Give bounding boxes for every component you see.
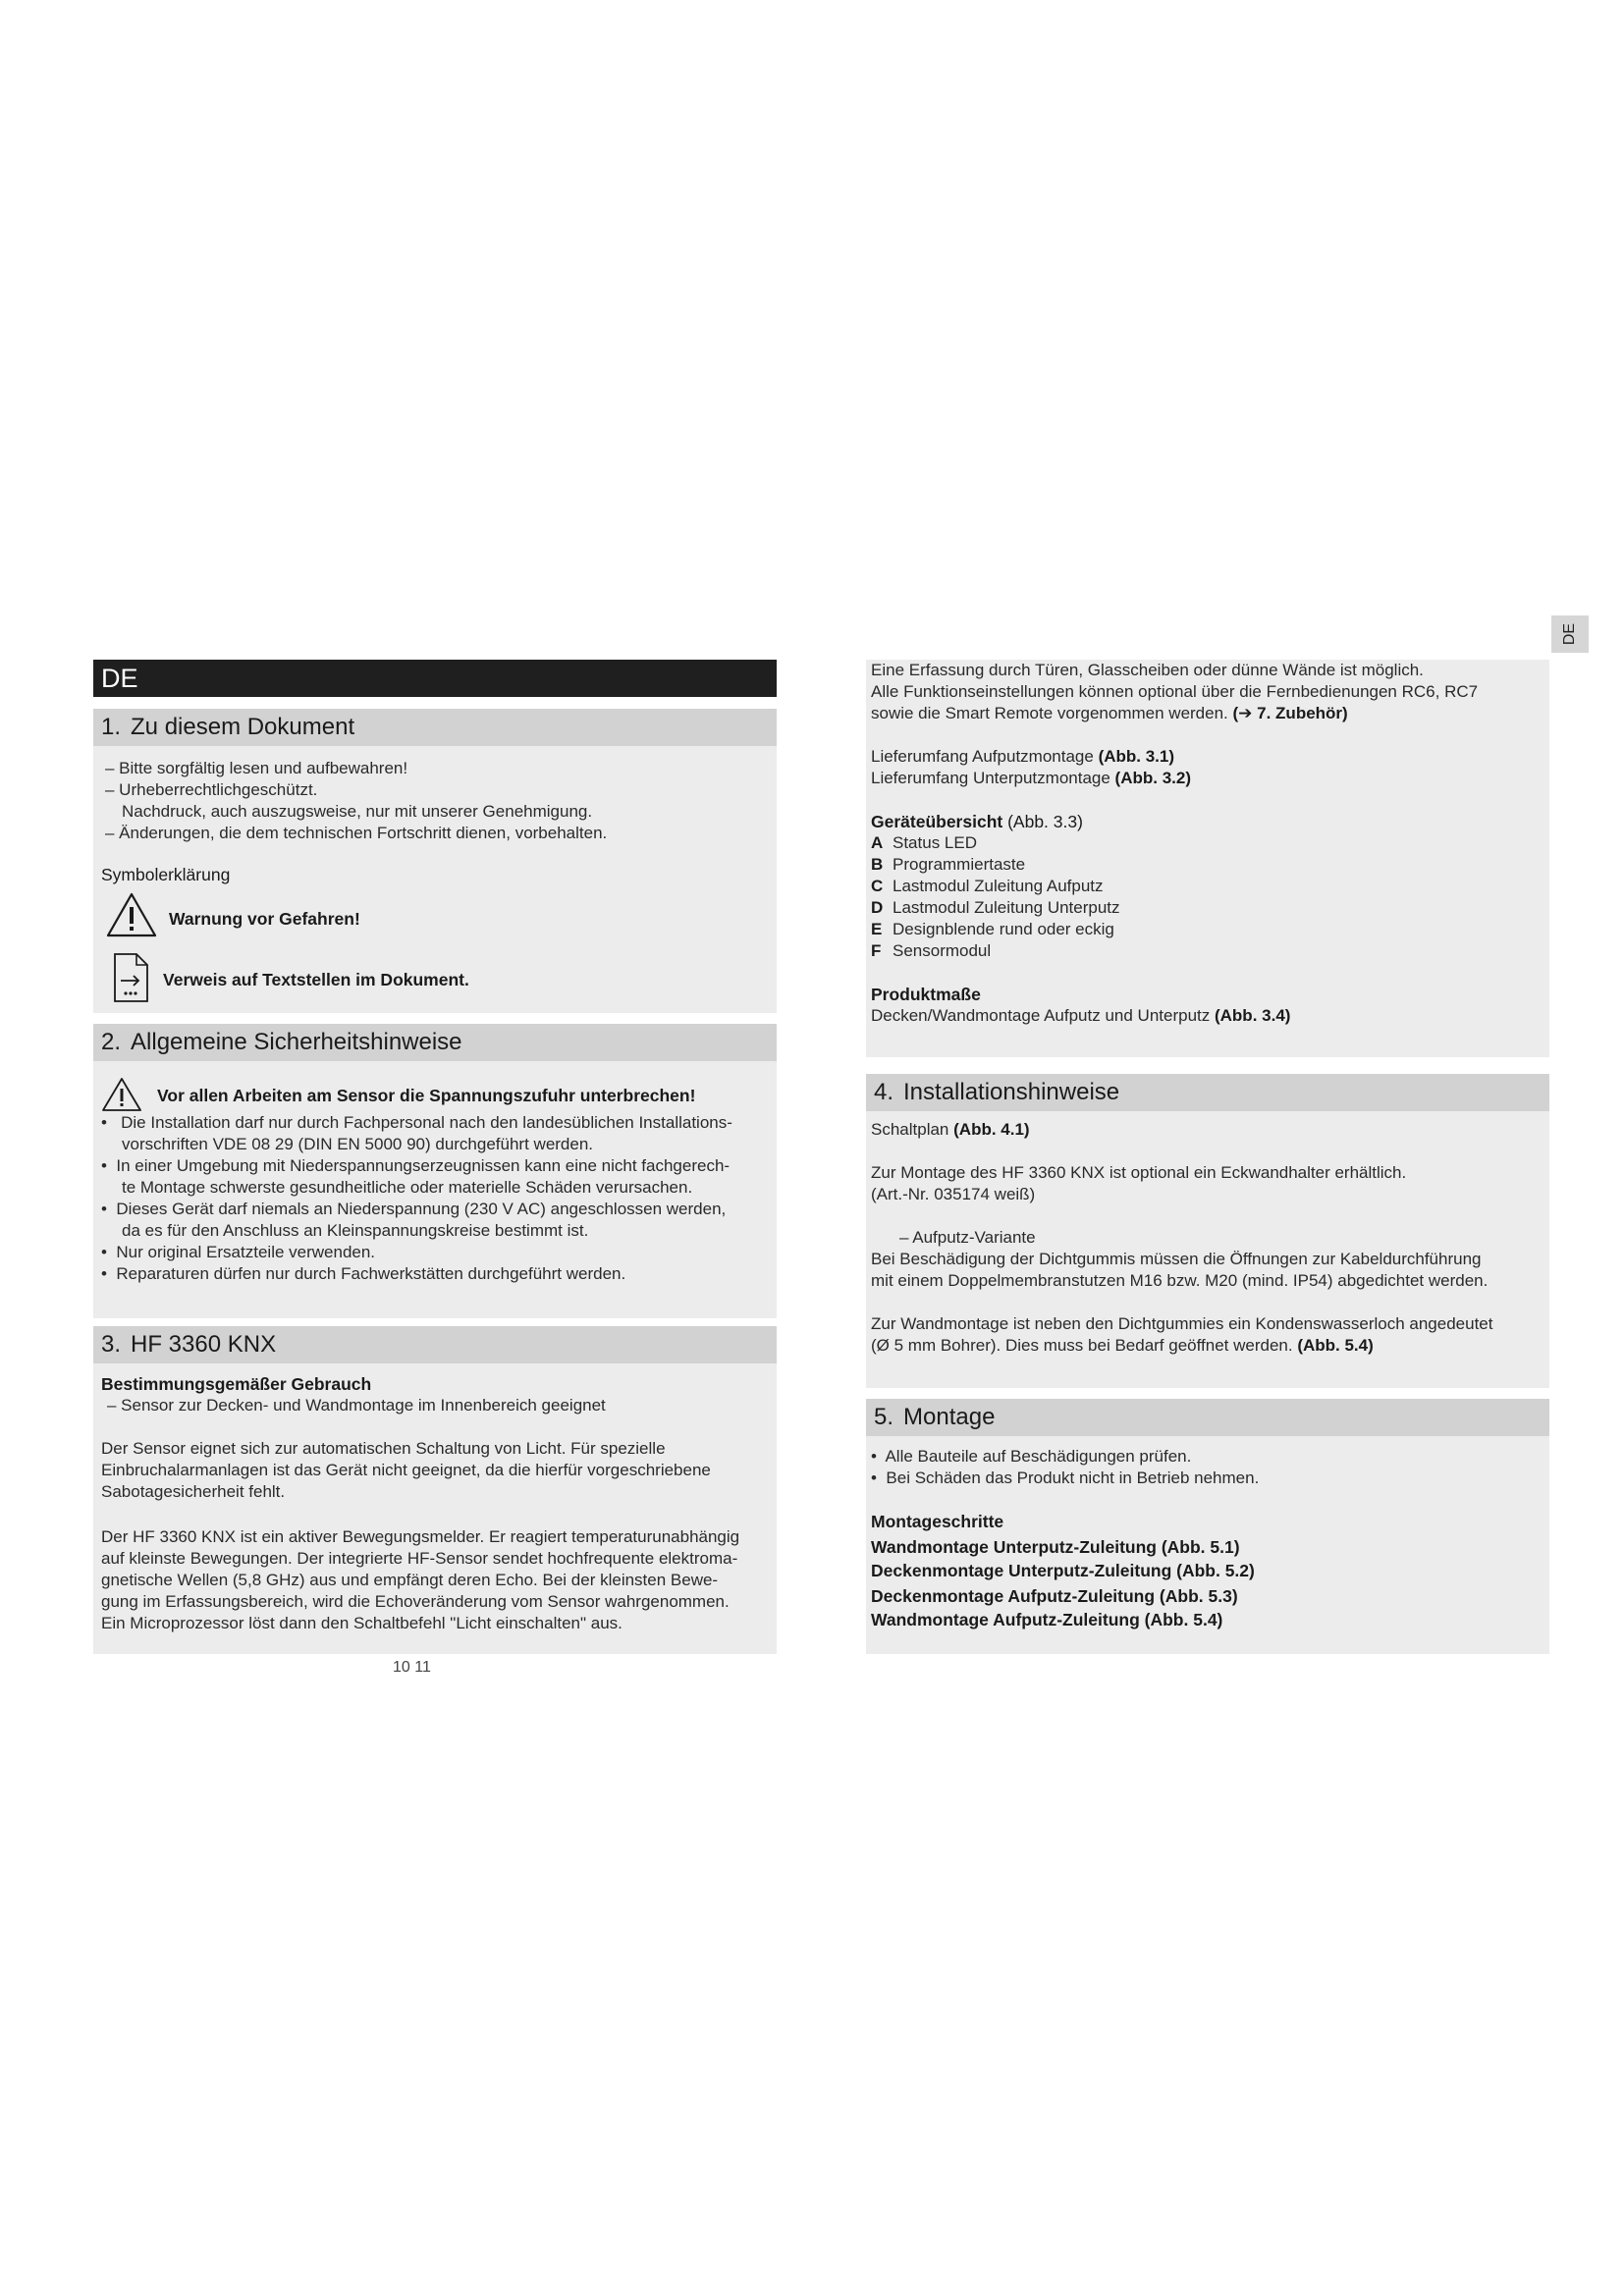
s2-bullet-2-cont: te Montage schwerste gesundheitliche oder materielle Schäden verursachen. <box>122 1178 693 1197</box>
device-overview-heading: Geräteübersicht <box>871 812 1003 831</box>
s2-bullet-4: • Nur original Ersatzteile verwenden. <box>101 1243 376 1261</box>
overview-item-b-text: Programmiertaste <box>893 855 1026 874</box>
s2-warning-text: Vor allen Arbeiten am Sensor die Spannungszufuhr unterbrechen! <box>157 1086 696 1105</box>
s2-bullet-3: • Dieses Gerät darf niemals an Niederspannung (230 V AC) angeschlossen werden, <box>101 1200 727 1218</box>
section-2-heading <box>93 1024 777 1061</box>
s2-bullet-4-text: Nur original Ersatzteile verwenden. <box>116 1243 376 1261</box>
s1-line-3: Nachdruck, auch auszugsweise, nur mit unserer Genehmigung. <box>122 802 593 821</box>
overview-item-c-text: Lastmodul Zuleitung Aufputz <box>893 877 1104 895</box>
assembly-step-2: Deckenmontage Unterputz-Zuleitung (Abb. 5.2) <box>871 1561 1255 1580</box>
section-5-heading <box>866 1399 1549 1436</box>
section-2-panel <box>93 1024 777 1318</box>
overview-item-f-letter: F <box>871 941 882 960</box>
overview-item-b-letter: B <box>871 855 884 874</box>
reference-symbol-label: Verweis auf Textstellen im Dokument. <box>163 970 469 989</box>
s2-bullet-2-text: In einer Umgebung mit Niederspannungserzeugnissen kann eine nicht fachgerech- <box>116 1156 731 1175</box>
product-dimensions-line <box>871 1005 1290 1027</box>
section-3-continued-panel <box>866 660 1549 1057</box>
s2-bullet-3-text: Dieses Gerät darf niemals an Niederspannung (230 V AC) angeschlossen werden, <box>116 1200 727 1218</box>
language-header: DE <box>93 660 777 697</box>
overview-item-c <box>871 876 1104 897</box>
section-2-number: 2. <box>101 1029 122 1055</box>
section-3-heading <box>93 1326 777 1363</box>
page-numbers: 10 11 <box>393 1659 431 1676</box>
s3c-line-2: Alle Funktionseinstellungen können optional über die Fernbedienungen RC6, RC7 <box>871 682 1479 701</box>
s4-variant-line-2: mit einem Doppelmembranstutzen M16 bzw. M20 (mind. IP54) abgedichtet werden. <box>871 1271 1489 1290</box>
s3-para-2-line-3: gnetische Wellen (5,8 GHz) aus und empfängt deren Echo. Bei der kleinsten Bewe- <box>101 1571 719 1589</box>
side-language-tab <box>1551 615 1589 653</box>
s3-para-2-line-5: Ein Microprozessor löst dann den Schaltbefehl "Licht einschalten" aus. <box>101 1614 623 1632</box>
device-overview <box>871 811 1083 832</box>
section-4-number: 4. <box>874 1079 894 1105</box>
section-1-heading <box>93 709 777 746</box>
symbol-heading: Symbolerklärung <box>101 865 231 884</box>
overview-item-f-text: Sensormodul <box>893 941 992 960</box>
overview-item-c-letter: C <box>871 877 884 895</box>
overview-item-b <box>871 854 1025 876</box>
s1-line-1: – Bitte sorgfältig lesen und aufbewahren! <box>105 759 408 777</box>
overview-item-a <box>871 832 977 854</box>
delivery-flush <box>871 768 1191 789</box>
section-1-number: 1. <box>101 714 122 740</box>
warning-triangle-icon <box>101 1077 142 1112</box>
intended-use-line: – Sensor zur Decken- und Wandmontage im Innenbereich geeignet <box>107 1396 606 1415</box>
s5-bullet-2-text: Bei Schäden das Produkt nicht in Betrieb nehmen. <box>886 1468 1260 1487</box>
delivery-surface <box>871 746 1174 768</box>
intended-use-heading: Bestimmungsgemäßer Gebrauch <box>101 1374 372 1394</box>
overview-item-d <box>871 897 1120 919</box>
section-3-title: HF 3360 KNX <box>131 1331 277 1358</box>
surface-variant-heading: – Aufputz-Variante <box>899 1228 1036 1247</box>
s3-para-2-line-1: Der HF 3360 KNX ist ein aktiver Bewegungsmelder. Er reagiert temperaturunabhängig <box>101 1527 740 1546</box>
delivery-flush-ref: (Abb. 3.2) <box>1114 769 1191 787</box>
overview-item-a-text: Status LED <box>893 833 977 852</box>
wiring-diagram-text: Schaltplan <box>871 1120 949 1139</box>
s5-bullet-1: • Alle Bauteile auf Beschädigungen prüfen. <box>871 1447 1192 1466</box>
s5-bullet-2: • Bei Schäden das Produkt nicht in Betrieb nehmen. <box>871 1468 1260 1487</box>
delivery-flush-text: Lieferumfang Unterputzmontage <box>871 769 1110 787</box>
section-4-heading <box>866 1074 1549 1111</box>
s2-bullet-5-text: Reparaturen dürfen nur durch Fachwerkstätten durchgeführt werden. <box>116 1264 626 1283</box>
s4-wall-line-2-text: (Ø 5 mm Bohrer). Dies muss bei Bedarf geöffnet werden. <box>871 1336 1293 1355</box>
s2-bullet-1-text: Die Installation darf nur durch Fachpersonal nach den landesüblichen Installations- <box>121 1113 732 1132</box>
overview-item-e-text: Designblende rund oder eckig <box>893 920 1114 938</box>
s4-wall-line-1: Zur Wandmontage ist neben den Dichtgummies ein Kondenswasserloch angedeutet <box>871 1314 1493 1333</box>
section-3-panel <box>93 1326 777 1654</box>
s3c-line-3-text: sowie die Smart Remote vorgenommen werden. <box>871 704 1228 722</box>
s5-bullet-1-text: Alle Bauteile auf Beschädigungen prüfen. <box>885 1447 1192 1466</box>
overview-item-e <box>871 919 1114 940</box>
section-4-panel <box>866 1074 1549 1388</box>
side-language-tab-label: DE <box>1561 622 1578 646</box>
product-dimensions-heading: Produktmaße <box>871 985 981 1004</box>
overview-item-d-letter: D <box>871 898 884 917</box>
assembly-steps-heading: Montageschritte <box>871 1512 1004 1531</box>
s4-mounting-line-2: (Art.-Nr. 035174 weiß) <box>871 1185 1036 1203</box>
warning-triangle-icon <box>105 891 158 938</box>
device-overview-ref: (Abb. 3.3) <box>1007 812 1083 831</box>
s4-wall-ref: (Abb. 5.4) <box>1297 1336 1374 1355</box>
assembly-step-1: Wandmontage Unterputz-Zuleitung (Abb. 5.1) <box>871 1537 1240 1557</box>
s2-bullet-2: • In einer Umgebung mit Niederspannungserzeugnissen kann eine nicht fachgerech- <box>101 1156 731 1175</box>
section-2-title: Allgemeine Sicherheitshinweise <box>131 1029 462 1055</box>
s4-wall-line-2 <box>871 1335 1374 1357</box>
accessories-reference: (➔ 7. Zubehör) <box>1232 704 1348 722</box>
assembly-step-4: Wandmontage Aufputz-Zuleitung (Abb. 5.4) <box>871 1610 1223 1629</box>
assembly-step-3: Deckenmontage Aufputz-Zuleitung (Abb. 5.3) <box>871 1586 1238 1606</box>
document-reference-icon <box>111 952 150 1003</box>
wiring-diagram-line <box>871 1119 1030 1141</box>
section-1-panel <box>93 709 777 1013</box>
s3-para-1-line-3: Sabotagesicherheit fehlt. <box>101 1482 286 1501</box>
s1-line-2: – Urheberrechtlichgeschützt. <box>105 780 318 799</box>
s1-line-4: – Änderungen, die dem technischen Fortschritt dienen, vorbehalten. <box>105 824 608 842</box>
overview-item-a-letter: A <box>871 833 884 852</box>
section-5-panel <box>866 1399 1549 1654</box>
section-5-number: 5. <box>874 1404 894 1430</box>
section-4-title: Installationshinweise <box>903 1079 1120 1105</box>
s2-bullet-1-cont: vorschriften VDE 08 29 (DIN EN 5000 90) durchgeführt werden. <box>122 1135 594 1153</box>
s4-mounting-line-1: Zur Montage des HF 3360 KNX ist optional ein Eckwandhalter erhältlich. <box>871 1163 1407 1182</box>
product-dimensions-text: Decken/Wandmontage Aufputz und Unterputz <box>871 1006 1211 1025</box>
s4-variant-line-1: Bei Beschädigung der Dichtgummis müssen die Öffnungen zur Kabeldurchführung <box>871 1250 1482 1268</box>
s3c-line-3 <box>871 703 1348 724</box>
overview-item-d-text: Lastmodul Zuleitung Unterputz <box>893 898 1120 917</box>
s3-para-2-line-2: auf kleinste Bewegungen. Der integrierte HF-Sensor sendet hochfrequente elektroma- <box>101 1549 738 1568</box>
s3-para-1-line-1: Der Sensor eignet sich zur automatischen Schaltung von Licht. Für spezielle <box>101 1439 666 1458</box>
wiring-diagram-ref: (Abb. 4.1) <box>953 1120 1030 1139</box>
s2-bullet-5: • Reparaturen dürfen nur durch Fachwerkstätten durchgeführt werden. <box>101 1264 626 1283</box>
section-5-title: Montage <box>903 1404 996 1430</box>
overview-item-f <box>871 940 991 962</box>
warning-symbol-label: Warnung vor Gefahren! <box>169 909 360 929</box>
s3c-line-1: Eine Erfassung durch Türen, Glasscheiben oder dünne Wände ist möglich. <box>871 661 1424 679</box>
s2-bullet-3-cont: da es für den Anschluss an Kleinspannungskreise bestimmt ist. <box>122 1221 589 1240</box>
product-dimensions-ref: (Abb. 3.4) <box>1214 1006 1291 1025</box>
delivery-surface-text: Lieferumfang Aufputzmontage <box>871 747 1094 766</box>
overview-item-e-letter: E <box>871 920 883 938</box>
section-1-title: Zu diesem Dokument <box>131 714 355 740</box>
s3-para-1-line-2: Einbruchalarmanlagen ist das Gerät nicht geeignet, da die hierfür vorgeschriebene <box>101 1461 711 1479</box>
s2-bullet-1: • Die Installation darf nur durch Fachpersonal nach den landesüblichen Installations- <box>101 1113 732 1132</box>
section-3-number: 3. <box>101 1331 122 1358</box>
s3-para-2-line-4: gung im Erfassungsbereich, wird die Echoveränderung vom Sensor wahrgenommen. <box>101 1592 730 1611</box>
delivery-surface-ref: (Abb. 3.1) <box>1098 747 1175 766</box>
